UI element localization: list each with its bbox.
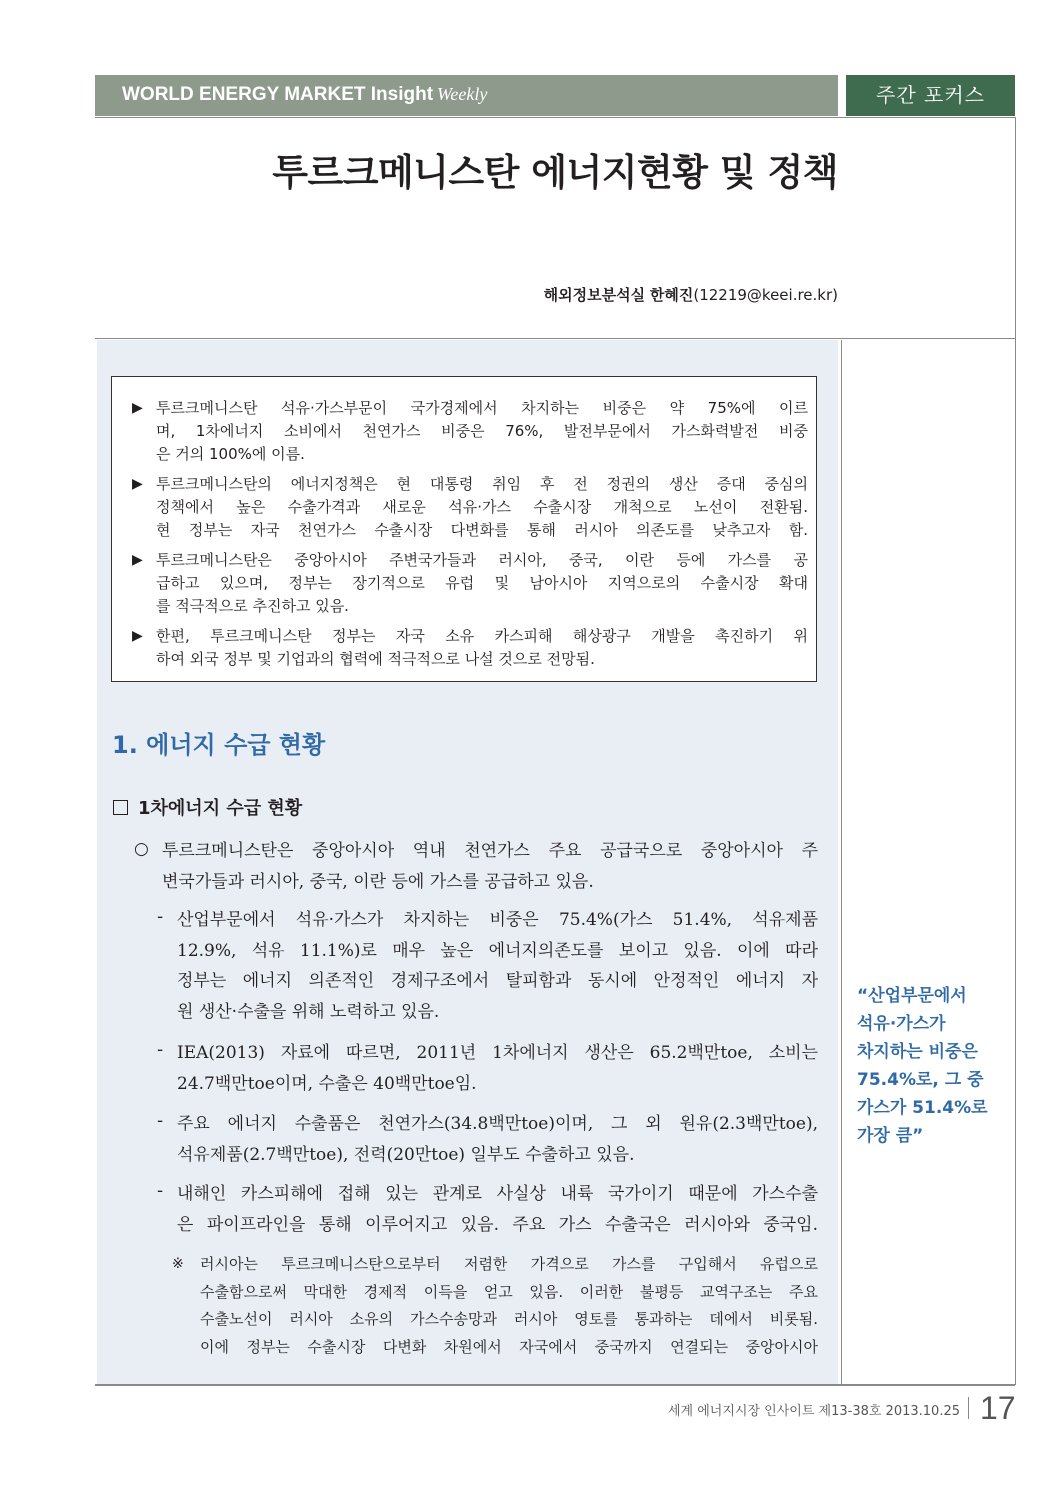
dash-item <box>177 905 818 1027</box>
pull-quote-line: “산업부문에서 <box>857 986 967 1006</box>
paragraph-line: 내해인 카스피해에 접해 있는 관계로 사실상 내륙 국가이기 때문에 가스수출 <box>177 1184 818 1204</box>
note-line: 이에 정부는 수출시장 다변화 차원에서 자국에서 중국까지 연결되는 중앙아시아 <box>200 1337 818 1356</box>
summary-line: 급하고 있으며, 정부는 장기적으로 유럽 및 남아시아 지역으로의 수출시장 확대 <box>156 574 808 592</box>
summary-line: 하여 외국 정부 및 기업과의 협력에 적극적으로 나설 것으로 전망됨. <box>156 650 595 668</box>
section-tab: 주간 포커스 <box>846 75 1015 116</box>
publication-frequency: Weekly <box>437 84 488 104</box>
paragraph-line: 원 생산·수출을 위해 노력하고 있음. <box>177 1001 440 1022</box>
dash-bullet-icon: - <box>157 907 164 927</box>
publication-name <box>122 84 487 106</box>
paragraph-line: 석유제품(2.7백만toe), 전력(20만toe) 일부도 수출하고 있음. <box>177 1144 635 1165</box>
summary-line: 투르크메니스탄 석유·가스부문이 국가경제에서 차지하는 비중은 약 75%에 이르 <box>156 399 808 417</box>
square-bullet-icon <box>113 800 128 815</box>
footer-separator <box>968 1397 969 1419</box>
dash-bullet-icon: - <box>157 1111 164 1131</box>
dash-item <box>177 1038 818 1099</box>
pull-quote-line: 75.4%로, 그 중 <box>857 1070 984 1090</box>
paragraph-line: 변국가들과 러시아, 중국, 이란 등에 가스를 공급하고 있음. <box>162 871 594 892</box>
note-line: 수출노선이 러시아 소유의 가스수송망과 러시아 영토를 통과하는 데에서 비롯됨. <box>200 1310 818 1328</box>
summary-item <box>132 473 808 542</box>
footer-divider <box>95 1384 1015 1386</box>
dash-bullet-icon: - <box>157 1040 164 1060</box>
paragraph-line: 산업부문에서 석유·가스가 차지하는 비중은 75.4%(가스 51.4%, 석유제품 <box>177 910 818 930</box>
pull-quote-line: 석유·가스가 <box>857 1014 946 1034</box>
summary-line: 투르크메니스탄의 에너지정책은 현 대통령 취임 후 전 정권의 생산 증대 중심의 <box>156 475 808 493</box>
pull-quote <box>857 982 1007 1150</box>
paragraph-line: 투르크메니스탄은 중앙아시아 역내 천연가스 주요 공급국으로 중앙아시아 주 <box>162 841 818 861</box>
author-line <box>400 284 838 305</box>
right-border <box>1015 117 1016 1385</box>
pull-quote-line: 가장 큼” <box>857 1126 924 1146</box>
page-number: 17 <box>980 1390 1016 1426</box>
dash-item <box>177 1109 818 1170</box>
paragraph-line: 은 파이프라인을 통해 이루어지고 있음. 주요 가스 수출국은 러시아와 중국임. <box>177 1214 818 1235</box>
summary-item <box>132 625 808 671</box>
paragraph-line: 주요 에너지 수출품은 천연가스(34.8백만toe)이며, 그 외 원유(2.3백만toe), <box>177 1114 818 1134</box>
subsection-title: 1차에너지 수급 현황 <box>138 798 303 819</box>
summary-item <box>132 397 808 466</box>
title-divider <box>95 338 1015 339</box>
summary-line: 한편, 투르크메니스탄 정부는 자국 소유 카스피해 해상광구 개발을 촉진하기 위 <box>156 627 808 645</box>
paragraph <box>162 836 818 897</box>
note <box>172 1251 818 1361</box>
paragraph-line: 24.7백만toe이며, 수출은 40백만toe임. <box>177 1073 477 1094</box>
triangle-bullet-icon: ▶ <box>132 400 143 416</box>
circle-bullet-icon: ○ <box>134 839 149 859</box>
summary-line: 현 정부는 자국 천연가스 수출시장 다변화를 통해 러시아 의존도를 낮추고자 함. <box>156 521 808 539</box>
triangle-bullet-icon: ▶ <box>132 476 143 492</box>
author-email: (12219@keei.re.kr) <box>693 286 838 304</box>
column-divider <box>841 340 842 1384</box>
triangle-bullet-icon: ▶ <box>132 628 143 644</box>
dash-item <box>177 1179 818 1240</box>
author-name: 한혜진 <box>649 286 694 304</box>
footer-text: 세계 에너지시장 인사이트 제13-38호 2013.10.25 <box>668 1404 960 1419</box>
pull-quote-line: 차지하는 비중은 <box>857 1042 978 1062</box>
summary-box <box>111 376 817 682</box>
summary-line: 정책에서 높은 수출가격과 새로운 석유·가스 수출시장 개척으로 노선이 전환됨. <box>156 498 808 516</box>
dash-bullet-icon: - <box>157 1181 164 1201</box>
summary-line: 를 적극적으로 추진하고 있음. <box>156 597 349 615</box>
pull-quote-line: 가스가 51.4%로 <box>857 1098 988 1118</box>
article-title: 투르크메니스탄 에너지현황 및 정책 <box>272 151 838 194</box>
section-heading: 1. 에너지 수급 현황 <box>112 731 326 759</box>
note-line: 수출함으로써 막대한 경제적 이득을 얻고 있음. 이러한 불평등 교역구조는 주요 <box>200 1282 818 1301</box>
header-divider <box>95 117 1015 118</box>
summary-line: 투르크메니스탄은 중앙아시아 주변국가들과 러시아, 중국, 이란 등에 가스를 공 <box>156 551 808 569</box>
summary-line: 은 거의 100%에 이름. <box>156 445 305 463</box>
reference-mark-icon: ※ <box>172 1256 184 1272</box>
paragraph-line: 12.9%, 석유 11.1%)로 매우 높은 에너지의존도를 보이고 있음. 이에 따라 <box>177 940 818 961</box>
publication-title: WORLD ENERGY MARKET Insight <box>122 84 434 105</box>
summary-item <box>132 549 808 618</box>
paragraph-line: 정부는 에너지 의존적인 경제구조에서 탈피함과 동시에 안정적인 에너지 자 <box>177 971 818 991</box>
summary-line: 며, 1차에너지 소비에서 천연가스 비중은 76%, 발전부문에서 가스화력발전 비중 <box>156 422 808 440</box>
author-dept: 해외정보분석실 <box>543 286 646 304</box>
paragraph-line: IEA(2013) 자료에 따르면, 2011년 1차에너지 생산은 65.2백만toe, 소비는 <box>177 1043 818 1063</box>
subsection-heading <box>113 794 302 820</box>
triangle-bullet-icon: ▶ <box>132 552 143 568</box>
note-line: 러시아는 투르크메니스탄으로부터 저렴한 가격으로 가스를 구입해서 유럽으로 <box>200 1255 818 1273</box>
